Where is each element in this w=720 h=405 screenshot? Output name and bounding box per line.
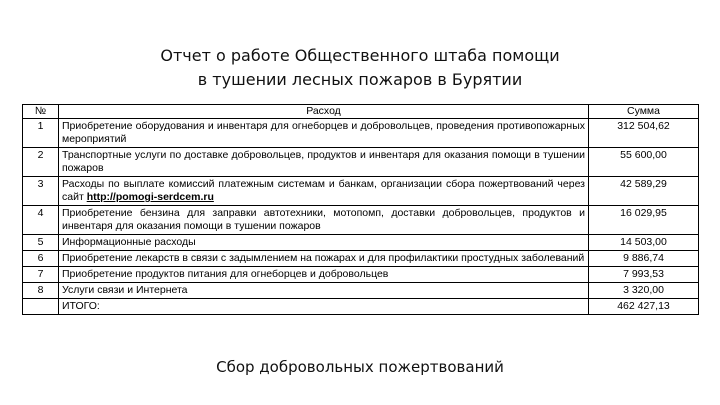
table-row	[23, 251, 699, 267]
row-sum: 42 589,29	[589, 177, 699, 206]
total-num-cell	[23, 299, 59, 315]
row-num: 6	[23, 251, 59, 267]
header-num: №	[23, 105, 59, 119]
row-sum: 7 993,53	[589, 267, 699, 283]
table-header-row	[23, 105, 699, 119]
row-num: 1	[23, 119, 59, 148]
report-title	[0, 44, 720, 92]
row-num: 2	[23, 148, 59, 177]
row-desc: Приобретение продуктов питания для огнеборцев и добровольцев	[59, 267, 589, 283]
table-row	[23, 148, 699, 177]
row-num: 7	[23, 267, 59, 283]
row-desc	[59, 177, 589, 206]
row-sum: 3 320,00	[589, 283, 699, 299]
table-row	[23, 283, 699, 299]
row-num: 4	[23, 206, 59, 235]
table-row	[23, 267, 699, 283]
header-desc: Расход	[59, 105, 589, 119]
table-row	[23, 177, 699, 206]
row-sum: 55 600,00	[589, 148, 699, 177]
caption: Сбор добровольных пожертвований	[216, 358, 504, 376]
total-sum: 462 427,13	[589, 299, 699, 315]
row-desc: Приобретение лекарств в связи с задымлением на пожарах и для профилактики простудных заболеваний	[59, 251, 589, 267]
title-line-1: Отчет о работе Общественного штаба помощи	[160, 46, 560, 65]
row-sum: 312 504,62	[589, 119, 699, 148]
table-row	[23, 235, 699, 251]
row-desc: Информационные расходы	[59, 235, 589, 251]
row-num: 5	[23, 235, 59, 251]
row-desc: Приобретение бензина для заправки автотехники, мотопомп, доставки добровольцев, продуктов и инвентаря для оказания помощи в тушении пожаров	[59, 206, 589, 235]
row-desc: Услуги связи и Интернета	[59, 283, 589, 299]
row-desc: Приобретение оборудования и инвентаря для огнеборцев и добровольцев, проведения противопожарных мероприятий	[59, 119, 589, 148]
row-desc: Транспортные услуги по доставке добровольцев, продуктов и инвентаря для оказания помощи в тушении пожаров	[59, 148, 589, 177]
expense-table	[22, 104, 699, 315]
row-sum: 14 503,00	[589, 235, 699, 251]
row-sum: 16 029,95	[589, 206, 699, 235]
row-sum: 9 886,74	[589, 251, 699, 267]
header-sum: Сумма	[589, 105, 699, 119]
row-num: 8	[23, 283, 59, 299]
table-row	[23, 206, 699, 235]
title-line-2: в тушении лесных пожаров в Бурятии	[197, 70, 523, 89]
row-num: 3	[23, 177, 59, 206]
total-label: ИТОГО:	[59, 299, 589, 315]
row-desc-text: Расходы по выплате комиссий платежным системам и банкам, организации сбора пожертвований через сайт	[62, 178, 585, 203]
donation-site-link[interactable]: http://pomogi-serdcem.ru	[86, 191, 214, 203]
table-total-row	[23, 299, 699, 315]
table-row	[23, 119, 699, 148]
